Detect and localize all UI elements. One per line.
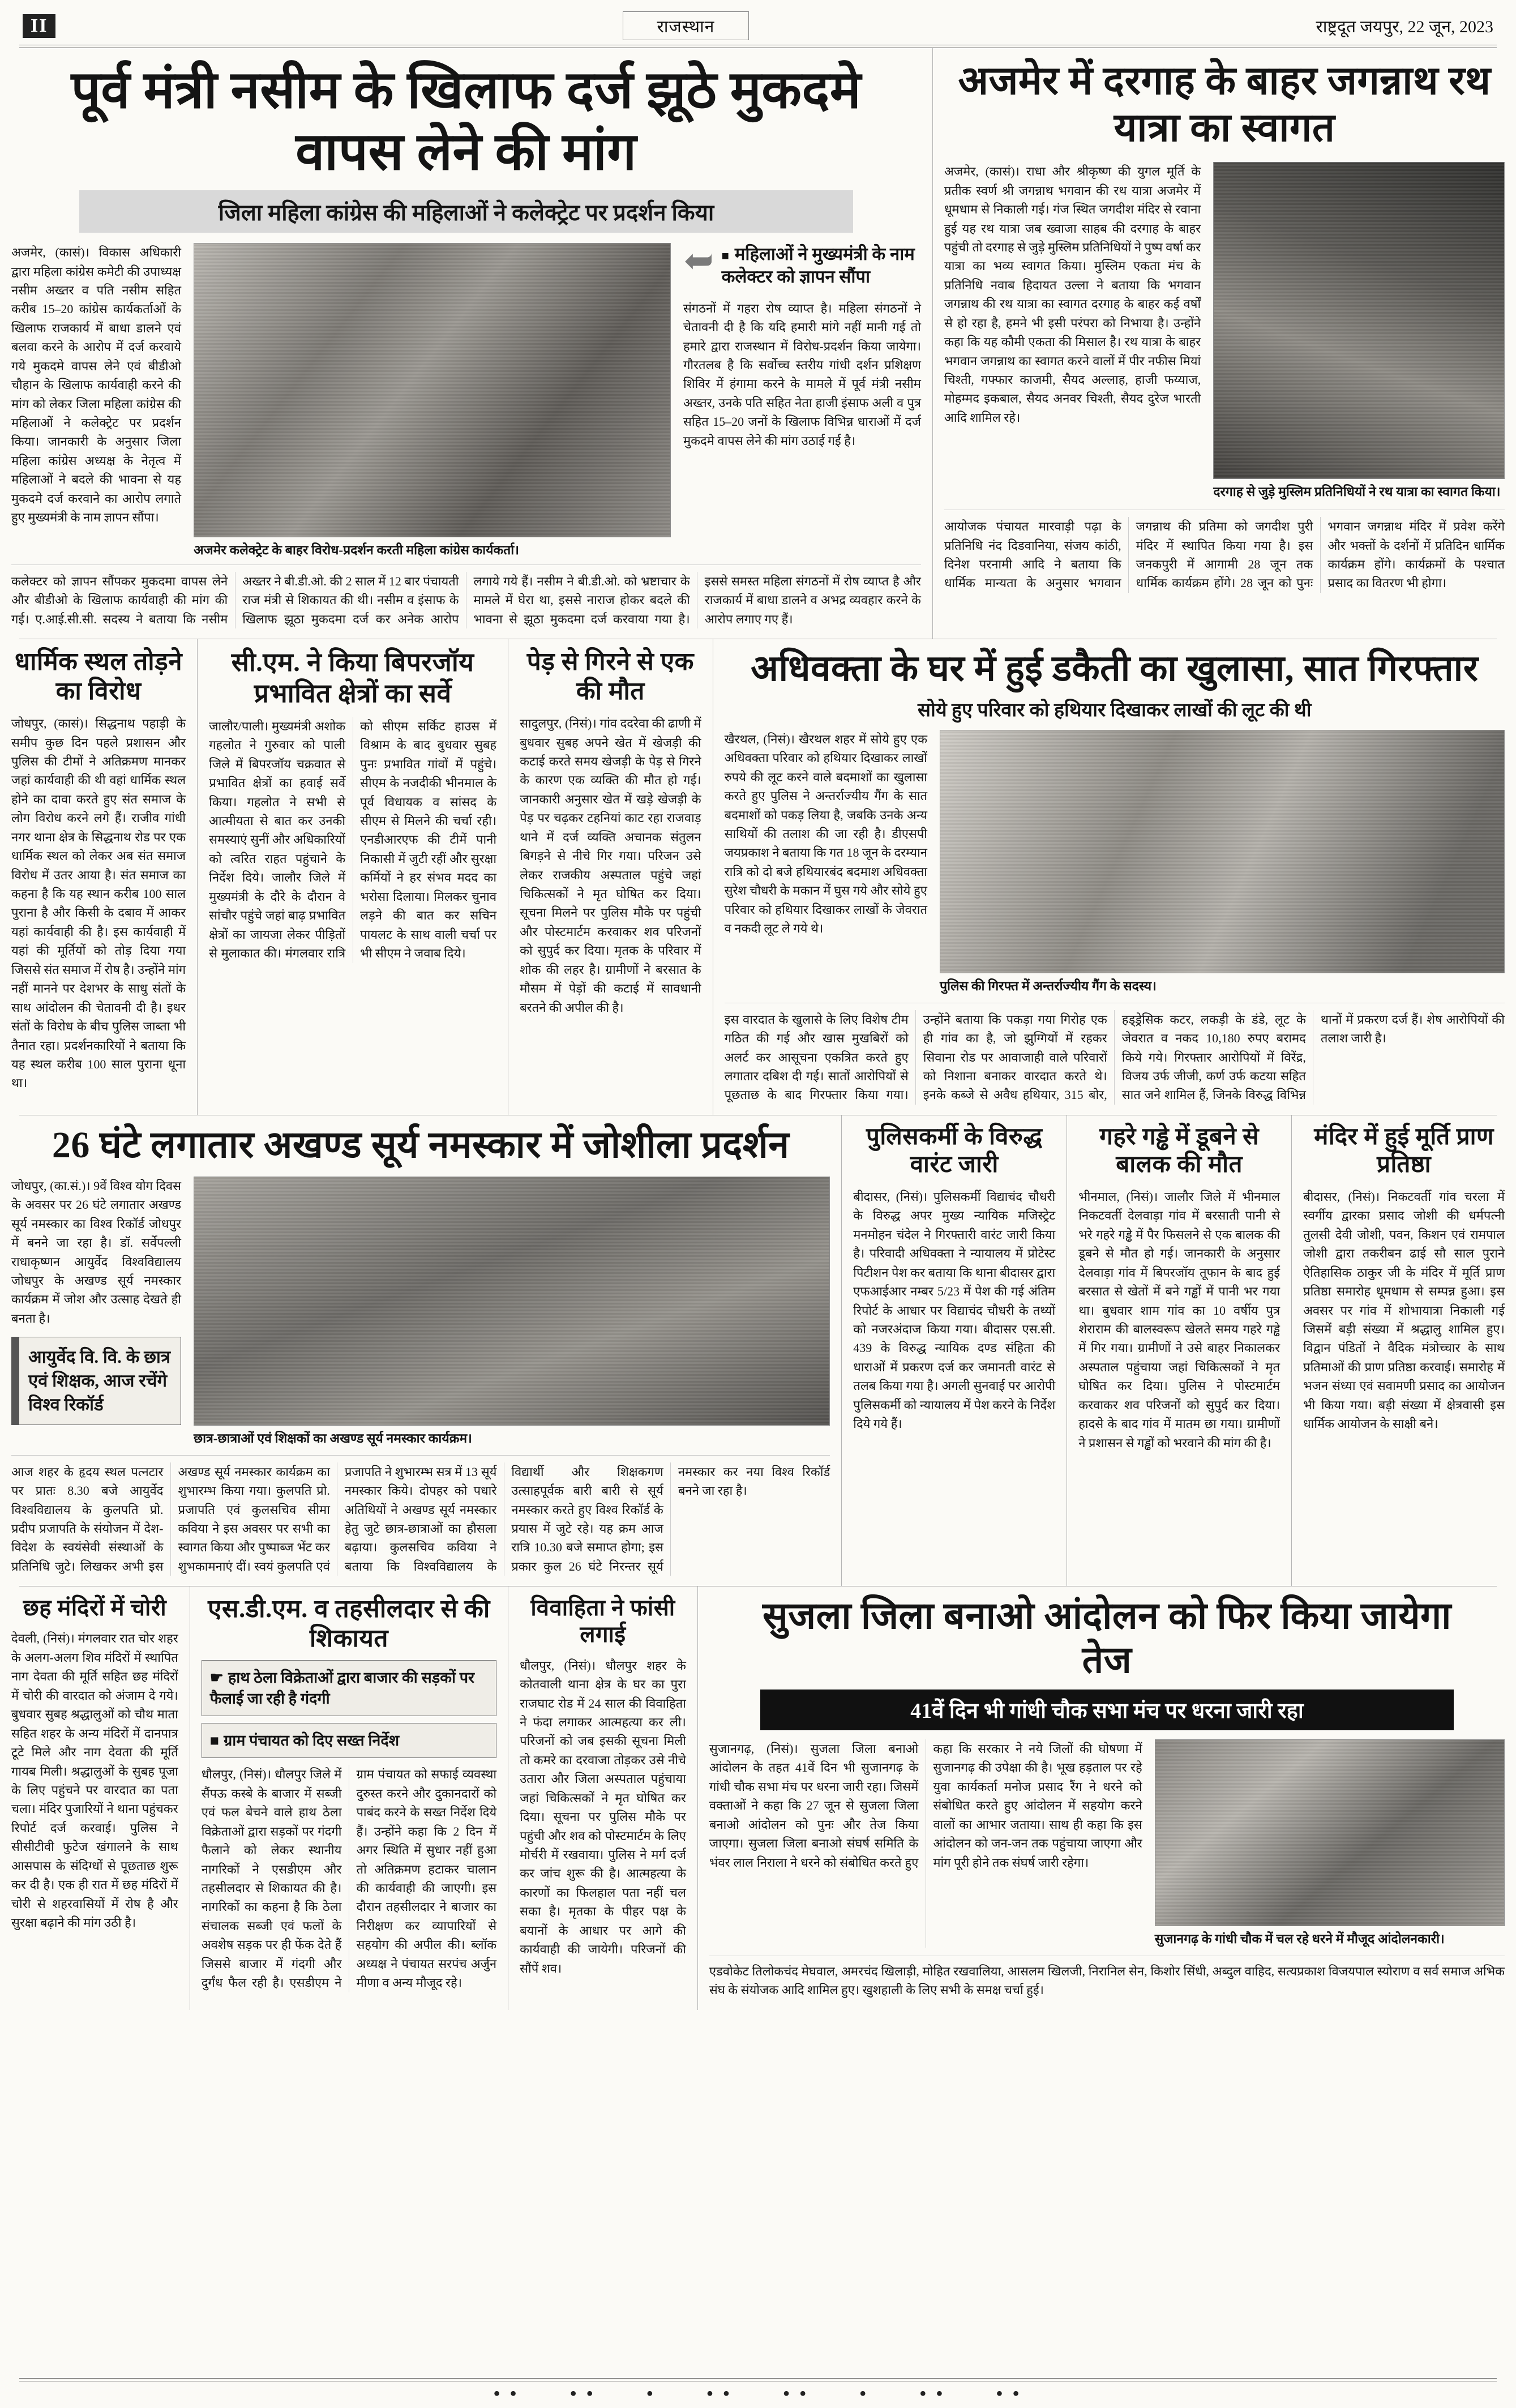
sujala-body: सुजानगढ़, (निसं)। सुजला जिला बनाओ आंदोलन के तहत 41वें दिन भी सुजानगढ़ के गांधी चौक सभा मंच पर धरना जारी रहा। जिसमें वक्ताओं ने कहा कि 27 जून से सुजला जिला बनाओ आंदोलन को पुनः और तेज किया जाएगा। सुजला जिला बनाओ संघर्ष समिति के भंवर लाल निराला ने धरने को संबोधित करते हुए कहा कि सरकार ने नये जिलों की घोषणा में सुजानगढ़ की उपेक्षा की है। भूख हड़ताल पर रहे युवा कार्यकर्ता मनोज प्रसाद रैंग ने धरने को संबोधित करते हुए आंदोलन में सहयोग करने वालों का आभार जताया। साथ ही कहा कि इस आंदोलन को जन-जन तक पहुंचाया जाएगा और मांग पूरी होने तक संघर्ष जारी रहेगा। (709, 1742, 1142, 1870)
pullquote-arrow-icon: ➥ (683, 241, 714, 281)
surya-figure (194, 1177, 830, 1447)
tree-headline: पेड़ से गिरने से एक की मौत (526, 648, 694, 705)
naseem-right-col (683, 243, 921, 559)
theft-headline: छह मंदिरों में चोरी (23, 1595, 167, 1621)
dacoity-headline: अधिवक्ता के घर में हुई डकैती का खुलासा, सात गिरफ्तार (751, 648, 1479, 689)
masthead-date: राष्ट्रदूत जयपुर, 22 जून, 2023 (1316, 18, 1493, 36)
surya-left-col (11, 1177, 181, 1447)
surya-body-bottom: आज शहर के हृदय स्थल पत्नटार पर प्रातः 8.30 बजे आयुर्वेद विश्वविद्यालय के कुलपति प्रो. प्रदीप प्रजापति के संयोजन में देश-विदेश के स्वयंसेवी संस्थाओं के प्रतिनिधि जुटे। लिखकर अभी इस अखण्ड सूर्य नमस्कार कार्यक्रम का शुभारम्भ किया गया। कुलपति प्रो. प्रजापति एवं कुलसचिव सीमा कविया ने इस अवसर पर सभी का स्वागत किया और पुष्पाब्ज भेंट कर शुभकामनाएं दीं। स्वयं कुलपति एवं प्रजापति ने शुभारम्भ सत्र में 13 सूर्य नमस्कार किये। दोपहर को पधारे अतिथियों ने अखण्ड सूर्य नमस्कार हेतु जुटे छात्र-छात्राओं का हौसला बढ़ाया। कुलसचिव कविया ने बताया कि विश्वविद्यालय के विद्यार्थी और शिक्षकगण उत्साहपूर्वक बारी बारी से सूर्य नमस्कार करते हुए विश्व रिकॉर्ड के प्रयास में जुटे रहे। यह क्रम आज रात्रि 10.30 बजे समाप्त होगा; इस प्रकार कुल 26 घंटे निरन्तर सूर्य नमस्कार कर नया विश्व रिकॉर्ड बनने जा रहा है। (11, 1455, 830, 1576)
article-drowning (1067, 1115, 1291, 1586)
naseem-body-left: अजमेर, (कासं)। विकास अधिकारी द्वारा महिला कांग्रेस कमेटी की उपाध्यक्ष नसीम अख्तर व पति नसीम सहित करीब 15–20 कांग्रेस कार्यकर्ताओं के खिलाफ राजकार्य में बाधा डालने एवं बलवा करने के आरोप में दर्ज करवाये गये मुकदमे वापस लेने एवं बीडीओ चौहान के खिलाफ कार्यवाही करने की मांग को लेकर जिला महिला कांग्रेस की महिलाओं ने कलेक्ट्रेट पर प्रदर्शन किया। जानकारी के अनुसार जिला महिला कांग्रेस अध्यक्ष के नेतृत्व में महिलाओं ने बदले की भावना से यह मुकदमे दर्ज करवाने का आरोप लगाते हुए मुख्यमंत्री के नाम ज्ञापन सौंपा। (11, 245, 181, 525)
dharna-photo (1155, 1739, 1505, 1926)
pointer-icon: ☛ (209, 1669, 224, 1687)
naseem-headline: पूर्व मंत्री नसीम के खिलाफ दर्ज झूठे मुकदमे वापस लेने की मांग (71, 61, 862, 181)
row-top (0, 48, 1516, 639)
dacoity-body: खैरथल, (निसं)। खैरथल शहर में सोये हुए एक अधिवक्ता परिवार को हथियार दिखाकर लाखों रुपये की लूट करने वाले बदमाशों का खुलासा करते हुए पुलिस ने अन्तर्राज्यीय गैंग के सात बदमाशों को पकड़ लिया है, जबकि उनके अन्य साथियों की तलाश की जा रही है। डीएसपी जयप्रकाश ने बताया कि गत 18 जून के दरम्यान रात्रि को दो बजे हथियारबंद बदमाश अधिवक्ता सुरेश चौधरी के मकान में घुस गये और सोये हुए परिवार को हथियार दिखाकर लाखों के जेवरात व नकदी लूट ले गये थे। (724, 732, 927, 936)
suicide-headline: विवाहिता ने फांसी लगाई (530, 1595, 675, 1648)
naseem-body-bottom: कलेक्टर को ज्ञापन सौंपकर मुकदमा वापस लेने और बीडीओ के खिलाफ कार्यवाही की मांग की गई। ए.आई.सी.सी. सदस्य ने बताया कि नसीम अख्तर ने बी.डी.ओ. की 2 साल में 12 बार पंचायती राज मंत्री से शिकायत की थी। नसीम व इंसाफ के खिलाफ झूठा मुकदमा दर्ज कर अनेक आरोप लगाये गये हैं। नसीम ने बी.डी.ओ. को भ्रष्टाचार के मामले में घेरा था, इससे नाराज होकर बदले की भावना से झूठा मुकदमा दर्ज करवाया गया है। इससे समस्त महिला संगठनों में रोष व्याप्त है और राजकार्य में बाधा डालने व अभद्र व्यवहार करने के आरोप लगाए गए हैं। (11, 564, 921, 628)
naseem-body-right: संगठनों में गहरा रोष व्याप्त है। महिला संगठनों ने चेतावनी दी है कि यदि हमारी मांगे नहीं मानी गई तो हमारे द्वारा राजस्थान में विरोध-प्रदर्शन किया जायेगा। गौरतलब है कि सर्वोच्च स्तरीय गांधी दर्शन प्रशिक्षण शिविर में हंगामा करने के मामले में पूर्व मंत्री नसीम अख्तर, उनके पति सहित नेता हाजी इंसाफ अली व पुत्र सहित 15–20 जनों के खिलाफ विभिन्न धाराओं में दर्ज मुकदमे वापस लेने की मांग उठाई गई है। (683, 301, 921, 448)
gang-arrest-photo (940, 730, 1505, 973)
sdm-bullet-1-text: हाथ ठेला विक्रेताओं द्वारा बाजार की सड़कों पर फैलाई जा रही है गंदगी (209, 1669, 475, 1707)
theft-body: देवली, (निसं)। मंगलवार रात चोर शहर के अलग-अलग शिव मंदिरों में स्थापित नाग देवता की मूर्ति सहित छह मंदिरों में चोरी की वारदात को अंजाम दे गये। बुधवार सुबह श्रद्धालुओं को चौथ माता सहित शहर के अन्य मंदिरों में दानपात्र टूटे मिले और नाग देवता की मूर्ति गायब मिली। श्रद्धालुओं के सुबह पूजा के लिए पहुंचने पर वारदात का पता चला। मंदिर पुजारियों ने थाना पहुंचकर रिपोर्ट दर्ज करवाई। पुलिस ने सीसीटीवी फुटेज खंगालने के साथ आसपास के संदिग्धों से पूछताछ शुरू कर दी है। एक ही रात में छह मंदिरों में चोरी से शहरवासियों में रोष है और सुरक्षा बढ़ाने की मांग उठी है। (11, 1631, 178, 1930)
protest-photo (194, 243, 671, 537)
sdm-bullet-2-text: ग्राम पंचायत को दिए सख्त निर्देश (224, 1731, 400, 1749)
naseem-figure (194, 243, 671, 559)
article-sdm-complaint (190, 1586, 508, 2010)
surya-headline: 26 घंटे लगातार अखण्ड सूर्य नमस्कार में जोशीला प्रदर्शन (52, 1124, 790, 1166)
article-temple-theft (0, 1586, 190, 2010)
pran-body: बीदासर, (निसं)। निकटवर्ती गांव चरला में स्वर्गीय द्वारका प्रसाद जोशी की धर्मपत्नी तुलसी देवी जोशी, पवन, किशन एवं रामपाल जोशी द्वारा तकरीबन ढाई सौ साल पुराने ऐतिहासिक ठाकुर जी के मंदिर में मूर्ति प्राण प्रतिष्ठा समारोह धूमधाम से सम्पन्न हुआ। इस अवसर पर गांव में शोभायात्रा निकाली गई जिसमें बड़ी संख्या में श्रद्धालु शामिल हुए। विद्वान पंडितों ने वैदिक मंत्रोच्चार के साथ प्रतिमाओं की प्राण प्रतिष्ठा करवाई। समारोह में भजन संध्या एवं सवामणी प्रसाद का आयोजन भी किया गया। बड़ी संख्या में क्षेत्रवासी इस धार्मिक आयोजन के साक्षी बने। (1303, 1189, 1505, 1431)
cm-body: जालौर/पाली। मुख्यमंत्री अशोक गहलोत ने गुरुवार को पाली जिले में बिपरजॉय चक्रवात से प्रभावित क्षेत्रों का हवाई सर्वे किया। गहलोत ने सभी से आत्मीयता से बात कर उनकी समस्याएं सुनीं और अधिकारियों को त्वरित राहत पहुंचाने के निर्देश दिये। जालौर जिले में मुख्यमंत्री के दौरे के दौरान वे सांचौर पहुंचे जहां बाढ़ प्रभावित क्षेत्रों का जायजा लेकर पीड़ितों से मुलाकात की। मंगलवार रात्रि को सीएम सर्किट हाउस में विश्राम के बाद बुधवार सुबह पुनः प्रभावित गांवों में पहुंचे। सीएम के नजदीकी भीनमाल के पूर्व विधायक व सांसद के सीएम से मिलने की चर्चा रही। एनडीआरएफ की टीमें पानी निकासी में जुटी रहीं और सुरक्षा कर्मियों ने हर संभव मदद का भरोसा दिलाया। मिलकर चुनाव लड़ने की बात कर सचिन पायलट के साथ वाली चर्चा पर भी सीएम ने जवाब दिये। (209, 718, 497, 961)
drowning-body: भीनमाल, (निसं)। जालौर जिले में भीनमाल निकटवर्ती देलवाड़ा गांव में बरसाती पानी से भरे गहरे गड्ढे में पैर फिसलने से एक बालक की डूबने से मौत हो गई। जानकारी के अनुसार देलवाड़ा गांव में बिपरजॉय तूफान के बाद हुई बरसात से खेतों में बने गड्ढों में पानी भर गया था। बुधवार शाम गांव का 10 वर्षीय पुत्र शेराराम की बालस्वरूप खेलते समय गहरे गड्ढे में गिर गया। ग्रामीणों ने उसे बाहर निकालकर अस्पताल पहुंचाया जहां चिकित्सकों ने मृत घोषित कर दिया। पुलिस ने पोस्टमार्टम करवाकर शव परिजनों को सुपुर्द कर दिया। हादसे के बाद गांव में मातम छा गया। ग्रामीणों ने प्रशासन से गड्ढों को भरवाने की मांग की है। (1078, 1189, 1281, 1450)
square-bullet-icon: ■ (721, 249, 729, 263)
article-sujala-andolan (697, 1586, 1516, 2010)
surya-infobox: आयुर्वेद वि. वि. के छात्र एवं शिक्षक, आज रचेंगे विश्व रिकॉर्ड (11, 1337, 181, 1425)
dacoity-body-2: इस वारदात के खुलासे के लिए विशेष टीम गठित की गई और खास मुखबिरों को अलर्ट कर आसूचना एकत्रित करते हुए लगातार दबिश दी गई। सातों आरोपियों से पूछताछ के बाद गिरफ्तार किया गया। उन्होंने बताया कि पकड़ा गया गिरोह एक ही गांव का है, जो झुग्गियों में रहकर सिवाना रोड पर आवाजाही वाले परिवारों को निशाना बनाकर वारदात करते थे। इनके कब्जे से अवैध हथियार, 315 बोर, हड्ड्रेसिक कटर, लकड़ी के डंडे, लूट के जेवरात व नकद 10,180 रुपए बरामद किये गये। गिरफ्तार आरोपियों में विरेंद्र, विजय उर्फ जीजी, कर्ण उर्फ कटया सहित सात जने शामिल हैं, जिनके विरुद्ध विभिन्न थानों में प्रकरण दर्ज हैं। शेष आरोपियों की तलाश जारी है। (725, 1003, 1505, 1105)
suicide-body: धौलपुर, (निसं)। धौलपुर शहर के कोतवाली थाना क्षेत्र के घर का पुरा राजघाट रोड में 24 साल की विवाहिता ने फंदा लगाकर आत्महत्या कर ली। परिजनों को जब इसकी सूचना मिली तो कमरे का दरवाजा तोड़कर उसे नीचे उतारा और जिला अस्पताल पहुंचाया जहां चिकित्सकों ने मृत घोषित कर दिया। सूचना पर पुलिस मौके पर पहुंची और शव को पोस्टमार्टम के लिए मोर्चरी में रखवाया। पुलिस ने मर्ग दर्ज कर जांच शुरू की है। आत्महत्या के कारणों का फिलहाल पता नहीं चल सका है। मृतका के पीहर पक्ष के बयानों के आधार पर आगे की कार्यवाही की जायेगी। परिजनों की सौंपें शव। (520, 1658, 686, 1975)
naseem-pullquote (683, 243, 921, 289)
rath-content (944, 162, 1505, 501)
surya-namaskar-photo (194, 1177, 830, 1426)
square-bullet-icon-2: ■ (209, 1731, 220, 1749)
dacoity-content (725, 730, 1505, 995)
dharmik-body: जोधपुर, (कासं)। सिद्धनाथ पहाड़ी के समीप कुछ दिन पहले प्रशासन और पुलिस की टीमों ने अतिक्रमण मानकर जहां कार्यवाही की थी वहां धार्मिक स्थल होने का दावा करते हुए संत समाज के लोग विरोध करने लगे हैं। राजीव गांधी नगर थाना क्षेत्र के सिद्धनाथ रोड पर एक धार्मिक स्थल को लेकर अब संत समाज विरोध में उतर आया है। संत समाज का कहना है कि यह स्थान करीब 100 साल पुराना है और किसी के दबाव में आकर यहां कार्यवाही की है। इस कार्यवाही में यहां की मूर्तियों को तोड़ दिया गया जिससे संत समाज में रोष है। उन्होंने मांग नहीं मानने पर देशभर के साधु संतों के साथ आंदोलन की चेतावनी दी है। इधर संतों के विरोध के बीच पुलिस जाब्ता भी तैनात रहा। प्रदर्शनकारियों ने बताया कि यह स्थल करीब 100 साल पुराना धूना था। (11, 716, 186, 1090)
article-cm-survey (197, 639, 508, 1115)
row-middle-lower (0, 1115, 1516, 1586)
surya-content (11, 1177, 830, 1447)
drowning-headline: गहरे गड्ढे में डूबने से बालक की मौत (1099, 1123, 1260, 1178)
sdm-bullet-1 (202, 1660, 496, 1716)
article-naseem (0, 48, 932, 639)
sujala-headline: सुजला जिला बनाओ आंदोलन को फिर किया जायेगा तेज (763, 1596, 1451, 1682)
rath-body: अजमेर, (कासं)। राधा और श्रीकृष्ण की युगल मूर्ति के प्रतीक स्वर्ण श्री जगन्नाथ भगवान की रथ यात्रा अजमेर में धूमधाम से निकाली गई। गंज स्थित जगदीश मंदिर से रवाना हुई यह रथ यात्रा जब ख्वाजा साहब की दरगाह के बाहर पहुंची तो दरगाह से जुड़े मुस्लिम प्रतिनिधियों ने पुष्प वर्षा कर यात्रा का भव्य स्वागत किया। मुस्लिम एकता मंच के प्रतिनिधि नवाब हिदायत उल्ला ने बताया कि भगवान जगन्नाथ की रथ यात्रा का स्वागत दरगाह के बाहर कई वर्षों से हो रहा है, हमने भी इसी परंपरा को निभाया है। उन्होंने कहा कि यह कौमी एकता की मिसाल है। रथ यात्रा के बाहर भगवान जगन्नाथ का स्वागत करने वालों में पीर नफीस मियां चिश्ती, गफ्फार काजमी, सैयद अल्लाह, हाजी फय्याज, मोहम्मद इकबाल, सैयद अनवर चिश्ती, सैयद दुरेज भारती आदि शामिल रहे। (944, 164, 1201, 425)
naseem-kicker: जिला महिला कांग्रेस की महिलाओं ने कलेक्ट्रेट पर प्रदर्शन किया (79, 190, 853, 233)
warrant-headline: पुलिसकर्मी के विरुद्ध वारंट जारी (866, 1123, 1043, 1178)
rath-headline: अजमेर में दरगाह के बाहर जगन्नाथ रथ यात्रा का स्वागत (958, 59, 1491, 150)
sujala-figure (1155, 1739, 1505, 1948)
dacoity-figure (940, 730, 1505, 995)
article-dharmik-sthal (0, 639, 197, 1115)
dharmik-headline: धार्मिक स्थल तोड़ने का विरोध (15, 648, 183, 705)
article-pran-pratistha (1291, 1115, 1516, 1586)
sujala-caption: सुजानगढ़ के गांधी चौक में चल रहे धरने में मौजूद आंदोलनकारी। (1154, 1932, 1445, 1947)
rath-yatra-photo (1213, 162, 1505, 479)
naseem-caption: अजमेर कलेक्ट्रेट के बाहर विरोध-प्रदर्शन करती महिला कांग्रेस कार्यकर्ता। (194, 543, 519, 558)
warrant-body: बीदासर, (निसं)। पुलिसकर्मी विद्याचंद चौधरी के विरुद्ध अपर मुख्य न्यायिक मजिस्ट्रेट मनमोहन चंदेल ने गिरफ्तारी वारंट जारी किया है। परिवादी अधिवक्ता ने न्यायालय में प्रोटेस्ट पिटीशन पेश कर बताया कि थाना बीदासर द्वारा एफआईआर नम्बर 5/23 में पेश की गई अंतिम रिपोर्ट के आधार पर विद्याचंद चौधरी के तथ्यों को नजरअंदाज किया गया। बीदासर एस.सी. 439 के विरुद्ध न्यायिक दण्ड संहिता की धाराओं में प्रकरण दर्ज कर जमानती वारंट से तलब किया गया है। अगली सुनवाई पर आरोपी पुलिसकर्मी को न्यायालय में पेश करने के निर्देश दिये गये हैं। (853, 1189, 1056, 1431)
sdm-headline: एस.डी.एम. व तहसीलदार से की शिकायत (208, 1595, 490, 1653)
tree-body: सादुलपुर, (निसं)। गांव ददरेवा की ढाणी में बुधवार सुबह अपने खेत में खेजड़ी की कटाई करते समय खेजड़ी के पेड़ से गिरने के कारण एक व्यक्ति की मौत हो गई। जानकारी अनुसार खेत में खड़े खेजड़ी के पेड़ पर चढ़कर टहनियां काट रहा राजवाड़ थाने में दर्ज व्यक्ति अचानक संतुलन बिगड़ने से नीचे गिर गया। परिजन उसे लेकर राजकीय अस्पताल पहुंचे जहां चिकित्सकों ने मृत घोषित कर दिया। सूचना मिलने पर पुलिस मौके पर पहुंची और पोस्टमार्टम करवाकर शव परिजनों को सुपुर्द कर दिया। मृतक के परिवार में शोक की लहर है। ग्रामीणों ने बरसात के मौसम में पेड़ों की कटाई में सावधानी बरतने की अपील की है। (520, 716, 701, 1015)
sdm-body: धौलपुर, (निसं)। धौलपुर जिले में सैंपऊ कस्बे के बाजार में सब्जी एवं फल बेचने वाले हाथ ठेला विक्रेताओं द्वारा सड़कों पर गंदगी फैलाने को लेकर स्थानीय नागरिकों ने एसडीएम और तहसीलदार से शिकायत की है। नागरिकों का कहना है कि ठेला संचालक सब्जी एवं फलों के अवशेष सड़क पर ही फेंक देते हैं जिससे बाजार में गंदगी और दुर्गंध फैल रही है। एसडीएम ने ग्राम पंचायत को सफाई व्यवस्था दुरुस्त करने और दुकानदारों को पाबंद करने के सख्त निर्देश दिये हैं। उन्होंने कहा कि 2 दिन में अगर स्थिति में सुधार नहीं हुआ तो अतिक्रमण हटाकर चालान की कार्यवाही की जाएगी। इस दौरान तहसीलदार ने बाजार का निरीक्षण कर व्यापारियों से सहयोग की अपील की। ब्लॉक अध्यक्ष ने पंचायत सरपंच अर्जुन मीणा व अन्य मौजूद रहे। (201, 1767, 497, 1990)
article-surya-namaskar (0, 1115, 841, 1586)
sujala-strap: 41वें दिन भी गांधी चौक सभा मंच पर धरना जारी रहा (760, 1690, 1454, 1730)
sdm-bullet-2 (202, 1723, 496, 1758)
dacoity-subhead: सोये हुए परिवार को हथियार दिखाकर लाखों की लूट की थी (918, 699, 1312, 721)
article-warrant (842, 1115, 1067, 1586)
surya-body-left: जोधपुर, (का.सं.)। 9वें विश्व योग दिवस के अवसर पर 26 घंटे लगातार अखण्ड सूर्य नमस्कार का विश्व रिकॉर्ड जोधपुर में बनने जा रहा है। डॉ. सर्वेपल्ली राधाकृष्णन आयुर्वेद विश्वविद्यालय जोधपुर के अखण्ड सूर्य नमस्कार कार्यक्रम में जोश और उत्साह देखते ही बनता है। (11, 1178, 181, 1325)
sujala-content (709, 1739, 1505, 1948)
rath-body-2: आयोजक पंचायत मारवाड़ी पढ़ा के प्रतिनिधि नंद दिडवानिया, संजय कांठी, दिनेश परनामी आदि ने बताया कि धार्मिक मान्यता के अनुसार भगवान जगन्नाथ की प्रतिमा को जगदीश पुरी मंदिर में स्थापित किया गया है। इस जनकपुरी में आगामी 28 जून तक धार्मिक कार्यक्रम होंगे। 28 जून को पुनः भगवान जगन्नाथ मंदिर में प्रवेश करेंगे और भक्तों के दर्शनों में प्रतिदिन धार्मिक कार्यक्रम होंगे। कार्यक्रमों के पश्चात प्रसाद का वितरण भी होगा। (944, 510, 1505, 593)
row3-right-cluster (841, 1115, 1516, 1586)
sujala-names: एडवोकेट तिलोकचंद मेघवाल, अमरचंद खिलाड़ी, मोहित रखवालिया, आसलम खिलजी, निरानिल सेन, किशोर सिंधी, अब्दुल वाहिद, सत्यप्रकाश विजयपाल स्योराण व सर्व समाज अभिक संघ के संयोजक आदि शामिल हुए। खुशहाली के लिए सभी के समक्ष चर्चा हुई। (709, 1956, 1505, 2000)
edition-label: राजस्थान (623, 11, 750, 40)
row-middle-upper (0, 639, 1516, 1115)
pran-headline: मंदिर में हुई मूर्ति प्राण प्रतिष्ठा (1314, 1123, 1494, 1178)
dacoity-caption: पुलिस की गिरफ्त में अन्तर्राज्यीय गैंग के सदस्य। (939, 978, 1157, 993)
surya-caption: छात्र-छात्राओं एवं शिक्षकों का अखण्ड सूर्य नमस्कार कार्यक्रम। (194, 1431, 472, 1445)
rath-figure (1213, 162, 1505, 501)
article-suicide (508, 1586, 697, 2010)
pullquote-text (722, 243, 921, 289)
page-header (0, 8, 1516, 45)
naseem-content (11, 243, 921, 559)
rath-caption: दरगाह से जुड़े मुस्लिम प्रतिनिधियों ने रथ यात्रा का स्वागत किया। (1213, 485, 1501, 499)
article-dacoity (713, 639, 1516, 1115)
article-tree-death (508, 639, 713, 1115)
row-bottom (0, 1586, 1516, 2010)
page-footer (0, 2378, 1516, 2402)
article-rath-yatra (932, 48, 1516, 639)
cm-headline: सी.एम. ने किया बिपरजॉय प्रभावित क्षेत्रों का सर्वे (231, 648, 474, 708)
page-number: II (23, 14, 55, 38)
footer-dots: ● ● ● ● ● ● ● ● ● ● ● ● ● ● (493, 2387, 1023, 2400)
pullquote-label: महिलाओं ने मुख्यमंत्री के नाम कलेक्टर को ज्ञापन सौंपा (721, 244, 915, 287)
